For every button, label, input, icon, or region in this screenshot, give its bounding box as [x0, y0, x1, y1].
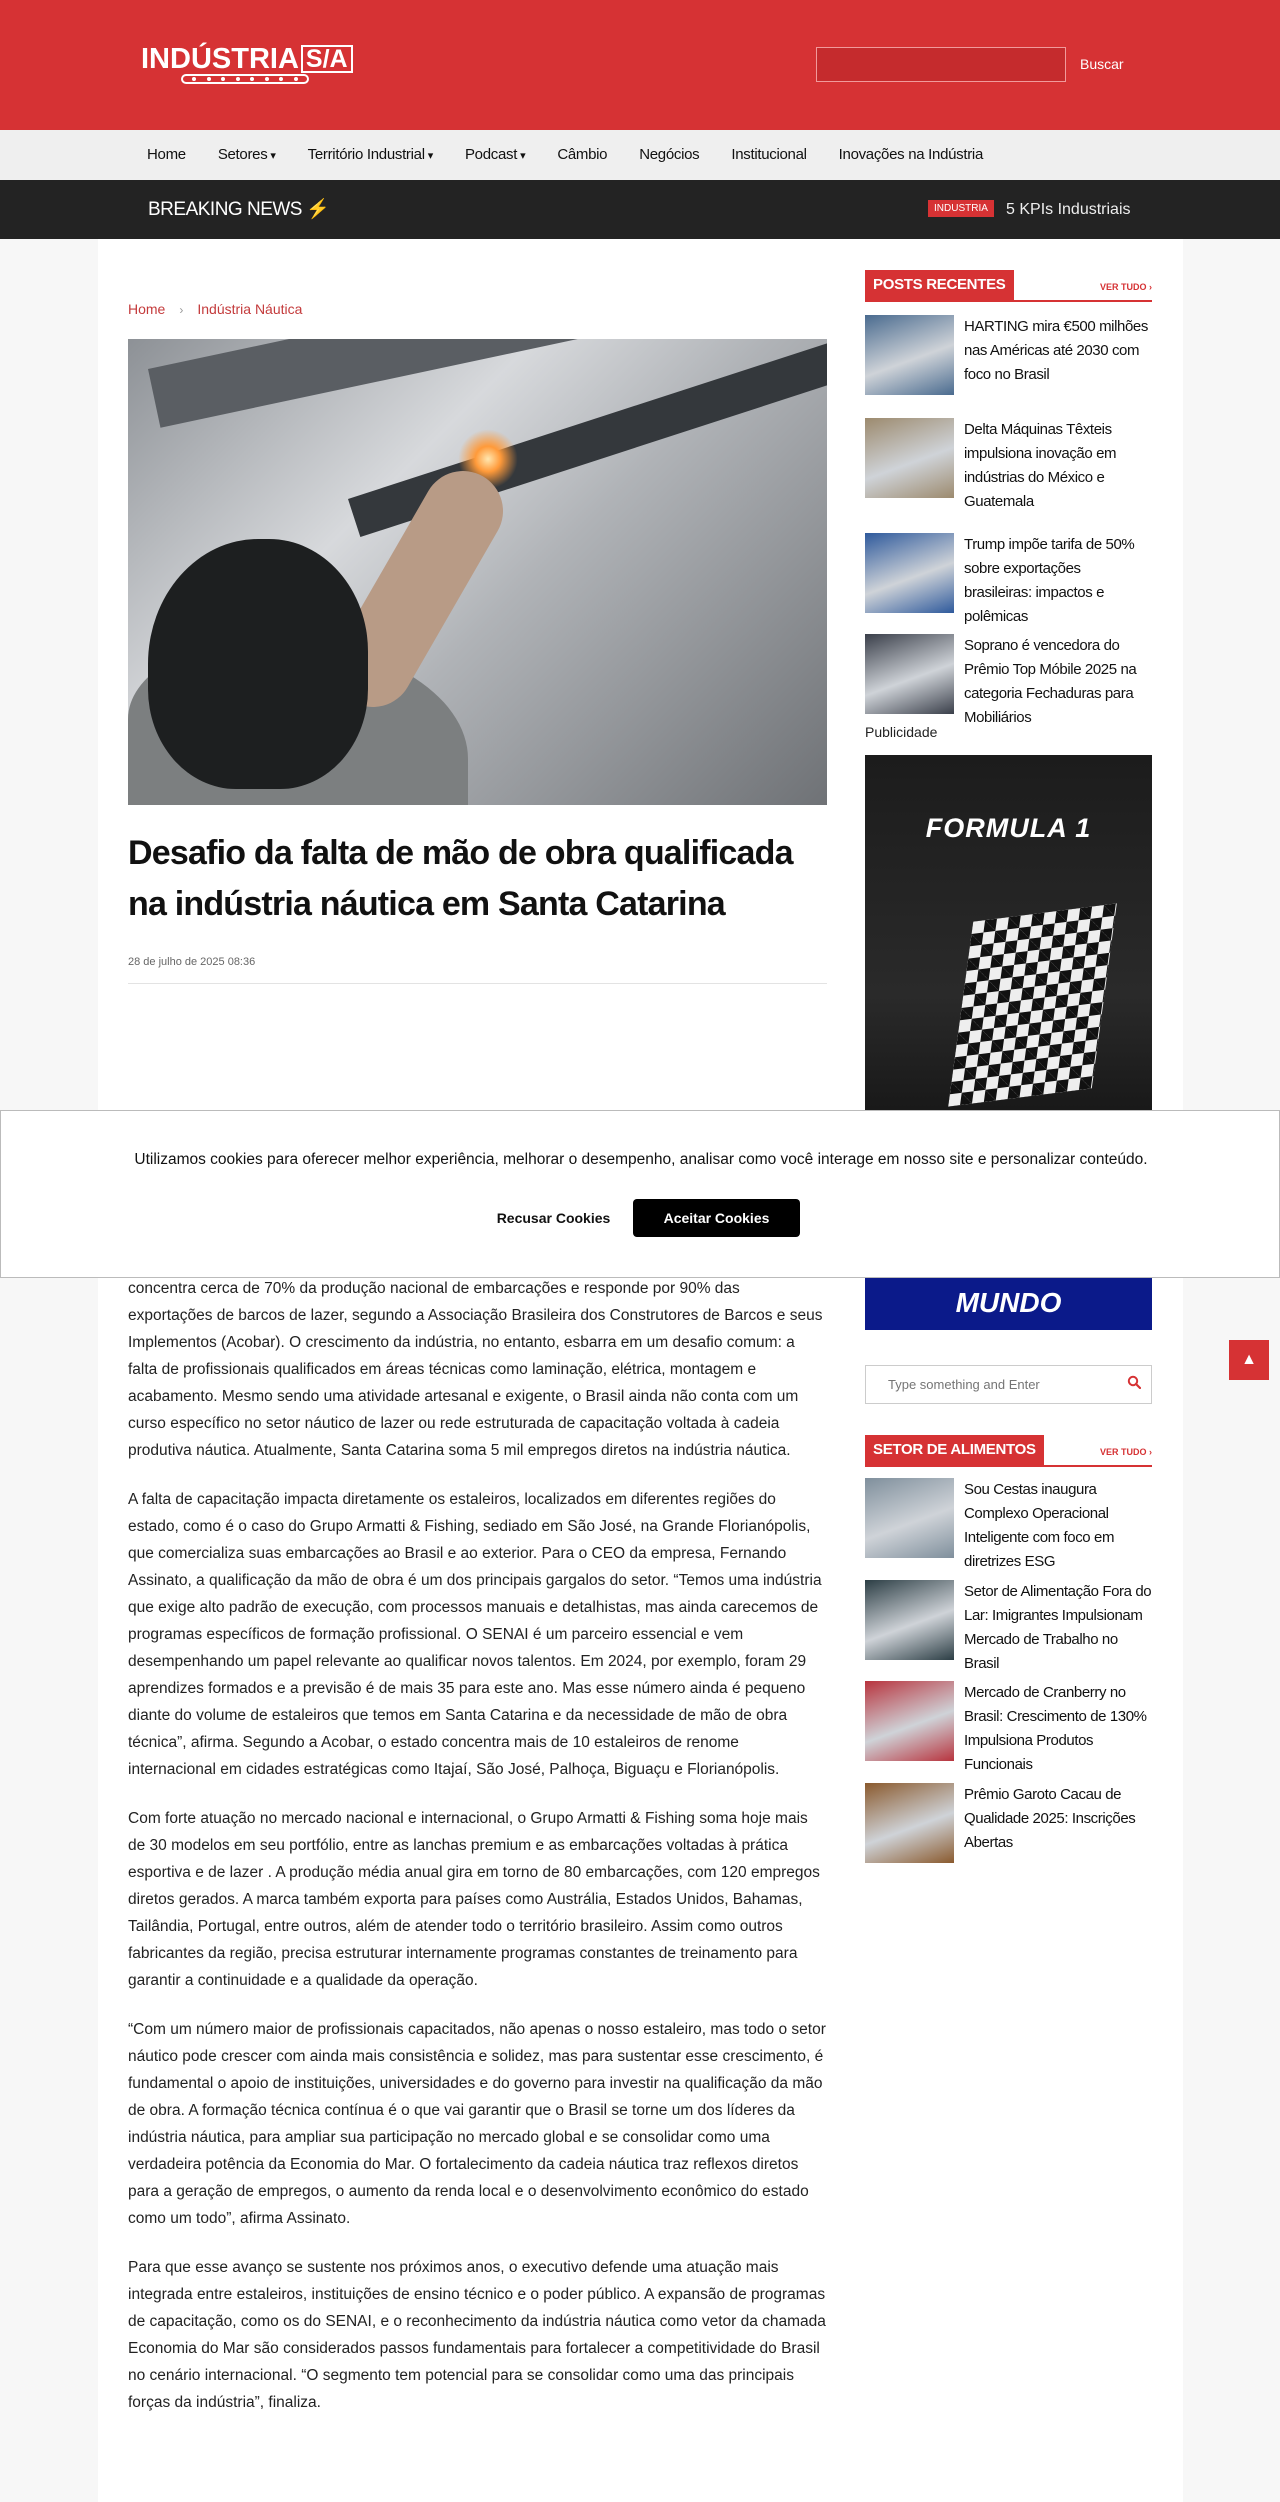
nav-label: Território Industrial	[307, 146, 425, 163]
nav-label: Setores	[217, 146, 268, 163]
chevron-down-icon: ▾	[520, 150, 526, 162]
post-thumbnail[interactable]	[865, 1783, 954, 1863]
post-thumbnail[interactable]	[865, 634, 954, 714]
nav-label: Negócios	[639, 146, 700, 163]
header-search-button[interactable]: Buscar	[1080, 47, 1124, 82]
advertisement-banner[interactable]	[865, 755, 1152, 1155]
nav-label: Inovações na Indústria	[838, 146, 983, 163]
lightning-icon: ⚡	[305, 199, 330, 220]
post-thumbnail[interactable]	[865, 1681, 954, 1761]
cookie-message: Utilizamos cookies para oferecer melhor experiência, melhorar o desempenho, analisar como você interage em nosso site e personalizar conteúdo.	[134, 1151, 1148, 1168]
search-icon[interactable]	[1127, 1375, 1141, 1389]
accept-cookies-button[interactable]: Aceitar Cookies	[633, 1199, 800, 1237]
breaking-news-bar	[0, 180, 1280, 239]
breaking-headline-link[interactable]: 5 KPIs Industriais	[1006, 201, 1130, 218]
nav-label: Câmbio	[557, 146, 608, 163]
post-title[interactable]: Trump impõe tarifa de 50% sobre exportações brasileiras: impactos e polêmicas	[964, 536, 1135, 625]
article-paragraph: “Com um número maior de profissionais capacitados, não apenas o nosso estaleiro, mas todo o setor náutico pode crescer com ainda mais consistência e solidez, mas para sustentar esse crescimento, é fundamental o apoio de instituições, universidades e do governo para investir na qualificação da mão de obra. A formação técnica contínua é o que vai garantir que o Brasil se torne um dos líderes da indústria náutica, para ampliar sua participação no mercado global e se consolidar como uma verdadeira potência da Economia do Mar. O fortalecimento da cadeia náutica traz reflexos diretos para a geração de empregos, o aumento da renda local e o desenvolvimento econômico do estado como um todo”, afirma Assinato.	[128, 2021, 826, 2227]
article-paragraph: A falta de capacitação impacta diretamente os estaleiros, localizados em diferentes regiões do estado, como é o caso do Grupo Armatti & Fishing, sediado em São José, na Grande Florianópolis, que comercializa suas embarcações ao Brasil e ao exterior. Para o CEO da empresa, Fernando Assinato, a qualificação da mão de obra é um dos principais gargalos do setor. “Temos uma indústria que exige alto padrão de execução, com processos manuais e detalhistas, mas ainda carecemos de programas específicos de formação profissional. O SENAI é um parceiro essencial e vem desempenhando um papel relevante ao qualificar novos talentos. Em 2024, por exemplo, foram 29 aprendizes formados e a previsão é de mais 35 para este ano. Mas esse número ainda é pequeno diante do volume de estaleiros que temos em Santa Catarina e da necessidade de mão de obra técnica”, afirma. Segundo a Acobar, o estado concentra mais de 10 estaleiros de renome internacional em cidades estratégicas como Itajaí, São José, Palhoça, Biguaçu e Florianópolis.	[128, 1491, 822, 1778]
nav-item-setores[interactable]	[202, 130, 292, 180]
nav-item-institucional[interactable]	[715, 130, 822, 180]
article-hero-image	[128, 339, 827, 805]
article-paragraph: concentra cerca de 70% da produção nacional de embarcações e responde por 90% das exportações de barcos de lazer, segundo a Associação Brasileira dos Construtores de Barcos e seus Implementos (Acobar). O crescimento da indústria, no entanto, esbarra em um desafio comum: a falta de profissionais qualificados em áreas técnicas como laminação, elétrica, montagem e acabamento. Mesmo sendo uma atividade artesanal e exigente, o Brasil ainda não conta com um curso específico no setor náutico de lazer ou rede estruturada de capacitação voltada à cadeia produtiva náutica. Atualmente, Santa Catarina soma 5 mil empregos diretos na indústria náutica.	[128, 1280, 823, 1459]
hero-welding-helmet	[148, 539, 368, 789]
breaking-tag[interactable]: INDUSTRIA	[928, 200, 994, 217]
main-nav	[0, 130, 1280, 180]
post-thumbnail[interactable]	[865, 1580, 954, 1660]
sidebar-search-input[interactable]	[865, 1365, 1152, 1404]
post-title[interactable]: Mercado de Cranberry no Brasil: Crescimento de 130% Impulsiona Produtos Funcionais	[964, 1684, 1147, 1773]
logo-badge: S/A	[301, 45, 353, 73]
nav-item-territorio[interactable]	[292, 130, 449, 180]
nav-item-podcast[interactable]	[449, 130, 541, 180]
advertisement-banner-2[interactable]	[865, 1278, 1152, 1330]
refuse-cookies-button[interactable]: Recusar Cookies	[481, 1199, 626, 1237]
nav-item-cambio[interactable]	[541, 130, 623, 180]
nav-label: Home	[147, 146, 186, 163]
chevron-down-icon: ▾	[270, 150, 276, 162]
logo-text: INDÚSTRIA	[141, 43, 299, 75]
post-thumbnail[interactable]	[865, 1478, 954, 1558]
ad2-text: MUNDO	[955, 1287, 1062, 1318]
post-title[interactable]: Prêmio Garoto Cacau de Qualidade 2025: Inscrições Abertas	[964, 1786, 1136, 1851]
food-sector-header	[865, 1435, 1152, 1467]
recent-posts-title: POSTS RECENTES	[865, 270, 1014, 300]
post-title[interactable]: Soprano é vencedora do Prêmio Top Móbile 2025 na categoria Fechaduras para Mobiliários	[964, 637, 1137, 726]
breadcrumb	[128, 301, 302, 317]
post-title[interactable]: HARTING mira €500 milhões nas Américas até 2030 com foco no Brasil	[964, 318, 1148, 383]
post-thumbnail[interactable]	[865, 315, 954, 395]
view-all-label: VER TUDO	[1099, 1447, 1147, 1457]
breaking-label-text: BREAKING NEWS	[148, 199, 302, 220]
article-body	[128, 1275, 828, 2438]
view-all-label: VER TUDO	[1099, 282, 1147, 292]
article-paragraph: Com forte atuação no mercado nacional e internacional, o Grupo Armatti & Fishing soma hoje mais de 30 modelos em seu portfólio, entre as lanchas premium e as embarcações voltadas à prática esportiva e de lazer . A produção média anual gira em torno de 80 embarcações, com 120 empregos diretos gerados. A marca também exporta para países como Austrália, Estados Unidos, Bahamas, Tailândia, Portugal, entre outros, além de atender todo o território brasileiro. Assim como outros fabricantes da região, precisa estruturar internamente programas constantes de treinamento para garantir a continuidade e a qualidade da operação.	[128, 1810, 820, 1989]
header-search-input[interactable]	[816, 47, 1066, 82]
recent-posts-view-all[interactable]: VER TUDO ›	[1099, 282, 1152, 292]
article-paragraph: Para que esse avanço se sustente nos próximos anos, o executivo defende uma atuação mais integrada entre estaleiros, instituições de ensino técnico e o poder público. A expansão de programas de capacitação, como os do SENAI, e o reconhecimento da indústria náutica como vetor da chamada Economia do Mar são considerados passos fundamentais para fortalecer a competitividade do Brasil no cenário internacional. “O segmento tem potencial para se consolidar como uma das principais forças da indústria”, finaliza.	[128, 2259, 826, 2411]
chevron-down-icon: ▾	[427, 150, 433, 162]
nav-label: Podcast	[464, 146, 518, 163]
chevron-up-icon: ▲	[1241, 1351, 1257, 1368]
food-sector-view-all[interactable]: VER TUDO ›	[1099, 1447, 1152, 1457]
post-title[interactable]: Delta Máquinas Têxteis impulsiona inovação em indústrias do México e Guatemala	[964, 421, 1117, 510]
nav-label: Institucional	[731, 146, 807, 163]
breadcrumb-home[interactable]: Home	[128, 301, 166, 317]
post-title[interactable]: Setor de Alimentação Fora do Lar: Imigrantes Impulsionam Mercado de Trabalho no Brasil	[964, 1583, 1152, 1672]
recent-posts-header	[865, 270, 1152, 302]
cookie-consent-banner	[0, 1110, 1280, 1278]
food-sector-title: SETOR DE ALIMENTOS	[865, 1435, 1044, 1465]
chevron-right-icon: ›	[179, 303, 184, 317]
site-logo[interactable]	[141, 43, 348, 84]
ad-text: FORMULA 1	[925, 813, 1092, 843]
article-title: Desafio da falta de mão de obra qualificada na indústria náutica em Santa Catarina	[128, 834, 793, 923]
logo-wordmark	[141, 43, 348, 75]
breaking-news-label	[148, 180, 329, 239]
post-thumbnail[interactable]	[865, 418, 954, 498]
post-thumbnail[interactable]	[865, 533, 954, 613]
site-header	[0, 0, 1280, 130]
advertising-label: Publicidade	[865, 724, 938, 740]
checkered-flag-icon	[948, 903, 1117, 1106]
breadcrumb-category[interactable]: Indústria Náutica	[197, 301, 303, 317]
nav-item-home[interactable]	[131, 130, 202, 180]
back-to-top-button[interactable]	[1229, 1340, 1269, 1380]
article-date: 28 de julho de 2025 08:36	[128, 956, 256, 968]
post-title[interactable]: Sou Cestas inaugura Complexo Operacional Inteligente com foco em diretrizes ESG	[964, 1481, 1115, 1570]
nav-item-inovacoes[interactable]	[823, 130, 999, 180]
logo-conveyor-icon	[181, 74, 309, 84]
divider	[128, 983, 827, 984]
nav-item-negocios[interactable]	[623, 130, 715, 180]
